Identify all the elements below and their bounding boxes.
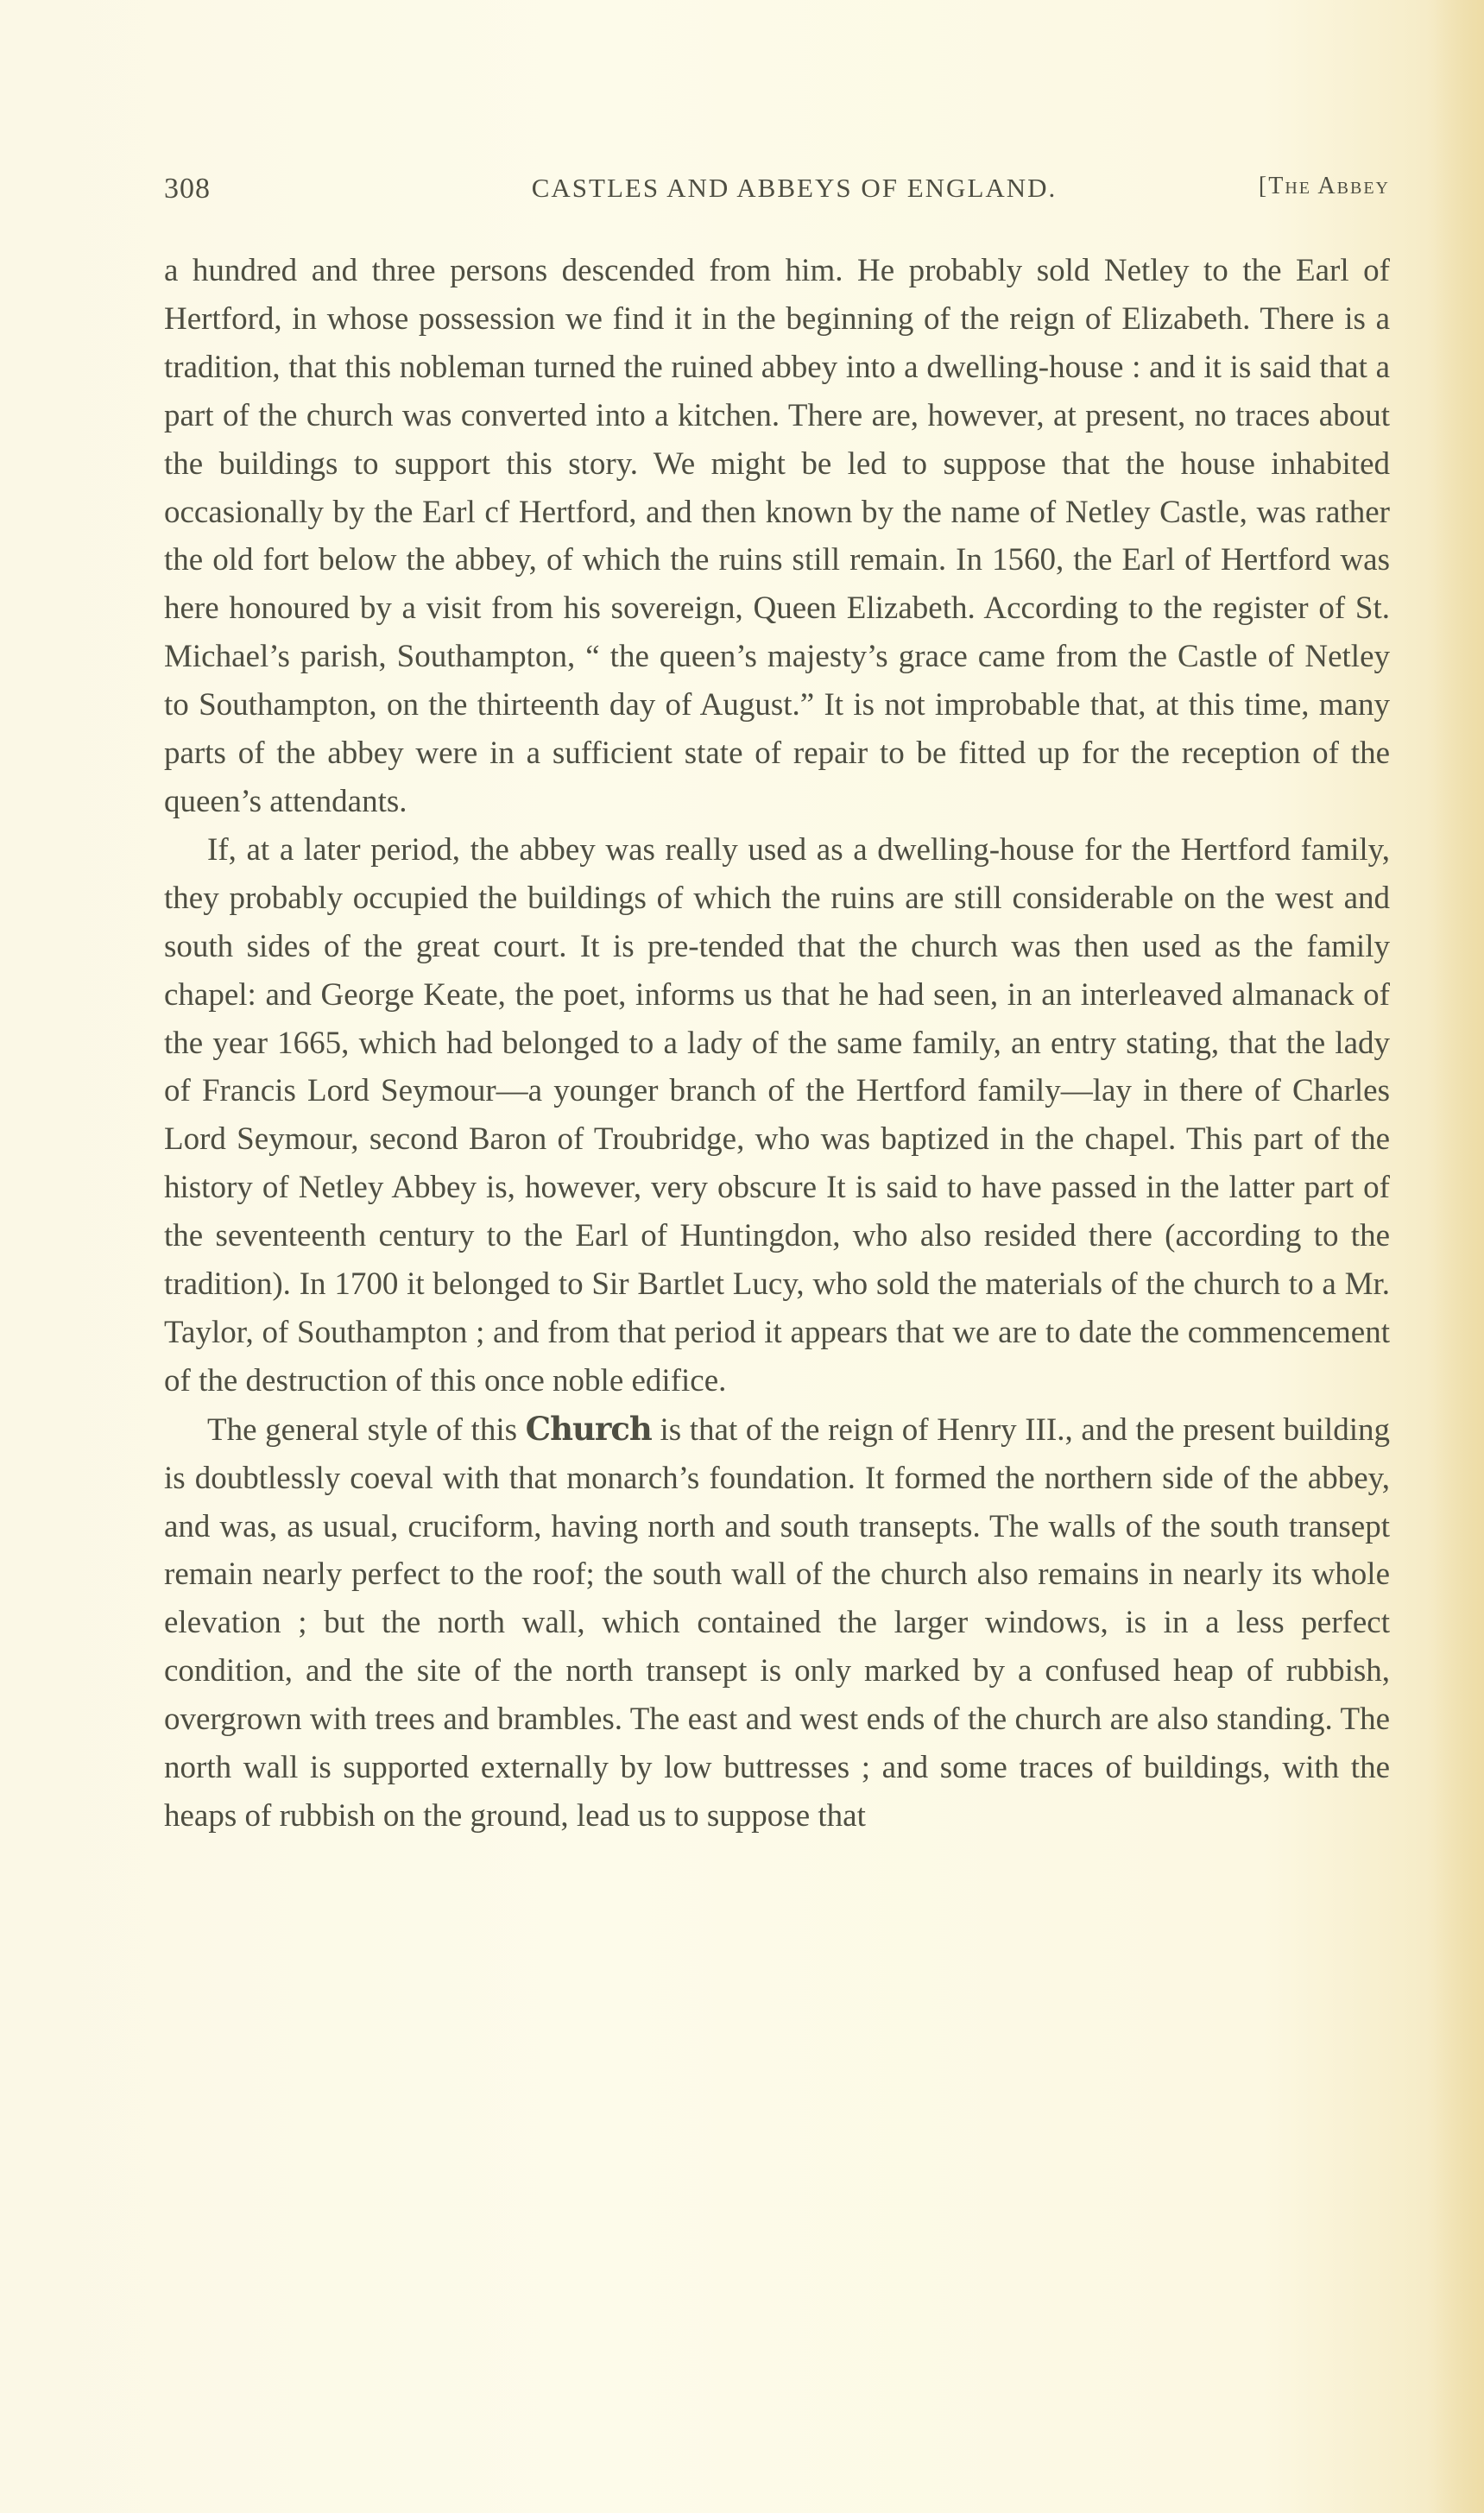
running-title: CASTLES AND ABBEYS OF ENGLAND.: [531, 173, 1058, 203]
paragraph-3-rest: is that of the reign of Henry III., and the present building is doubtlessly coeval with that monarch’s foundation. It formed the northern side of the abbey, and was, as usual, cruciform, having north and south transepts. The walls of the south transept remain nearly perfect to the roof; the south wall of the church also remains in nearly its whole elevation ; but the north wall, which contained the larger windows, is in a less perfect condition, and the site of the north transept is only marked by a confused heap of rubbish, overgrown with trees and brambles. The east and west ends of the church are also standing. The north wall is supported externally by low buttresses ; and some traces of buildings, with the heaps of rubbish on the ground, lead us to suppose that: [164, 1411, 1390, 1834]
page-header: [164, 173, 1390, 216]
section-tag: [The Abbey: [1258, 173, 1390, 199]
page-edge-shadow: [1432, 0, 1484, 2513]
blackletter-word-church: Church: [525, 1409, 652, 1448]
body-text: [164, 247, 1390, 1841]
page-number: 308: [164, 173, 211, 205]
paragraph-3: [164, 1405, 1390, 1841]
paragraph-1: a hundred and three persons descended from him. He probably sold Netley to the Earl of Hertford, in whose possession we find it in the beginning of the reign of Elizabeth. There is a tradition, that this nobleman turned the ruined abbey into a dwelling-house : and it is said that a part of the church was converted into a kitchen. There are, however, at present, no traces about the buildings to support this story. We might be led to suppose that the house inhabited occasionally by the Earl cf Hertford, and then known by the name of Netley Castle, was rather the old fort below the abbey, of which the ruins still remain. In 1560, the Earl of Hertford was here honoured by a visit from his sovereign, Queen Elizabeth. According to the register of St. Michael’s parish, Southampton, “ the queen’s majesty’s grace came from the Castle of Netley to Southampton, on the thirteenth day of August.” It is not improbable that, at this time, many parts of the abbey were in a sufficient state of repair to be fitted up for the reception of the queen’s attendants.: [164, 253, 1390, 819]
paragraph-2: If, at a later period, the abbey was really used as a dwelling-house for the Hertford family, they probably occupied the buildings of which the ruins are still considerable on the west and south sides of the great court. It is pre-tended that the church was then used as the family chapel: and George Keate, the poet, informs us that he had seen, in an interleaved almanack of the year 1665, which had belonged to a lady of the same family, an entry stating, that the lady of Francis Lord Seymour—a younger branch of the Hertford family—lay in there of Charles Lord Seymour, second Baron of Troubridge, who was baptized in the chapel. This part of the history of Netley Abbey is, however, very obscure It is said to have passed in the latter part of the seventeenth century to the Earl of Huntingdon, who also resided there (according to the tradition). In 1700 it belonged to Sir Bartlet Lucy, who sold the materials of the church to a Mr. Taylor, of Southampton ; and from that period it appears that we are to date the commencement of the destruction of this once noble edifice.: [164, 831, 1390, 1399]
paragraph-3-lead: The general style of this: [207, 1411, 526, 1448]
